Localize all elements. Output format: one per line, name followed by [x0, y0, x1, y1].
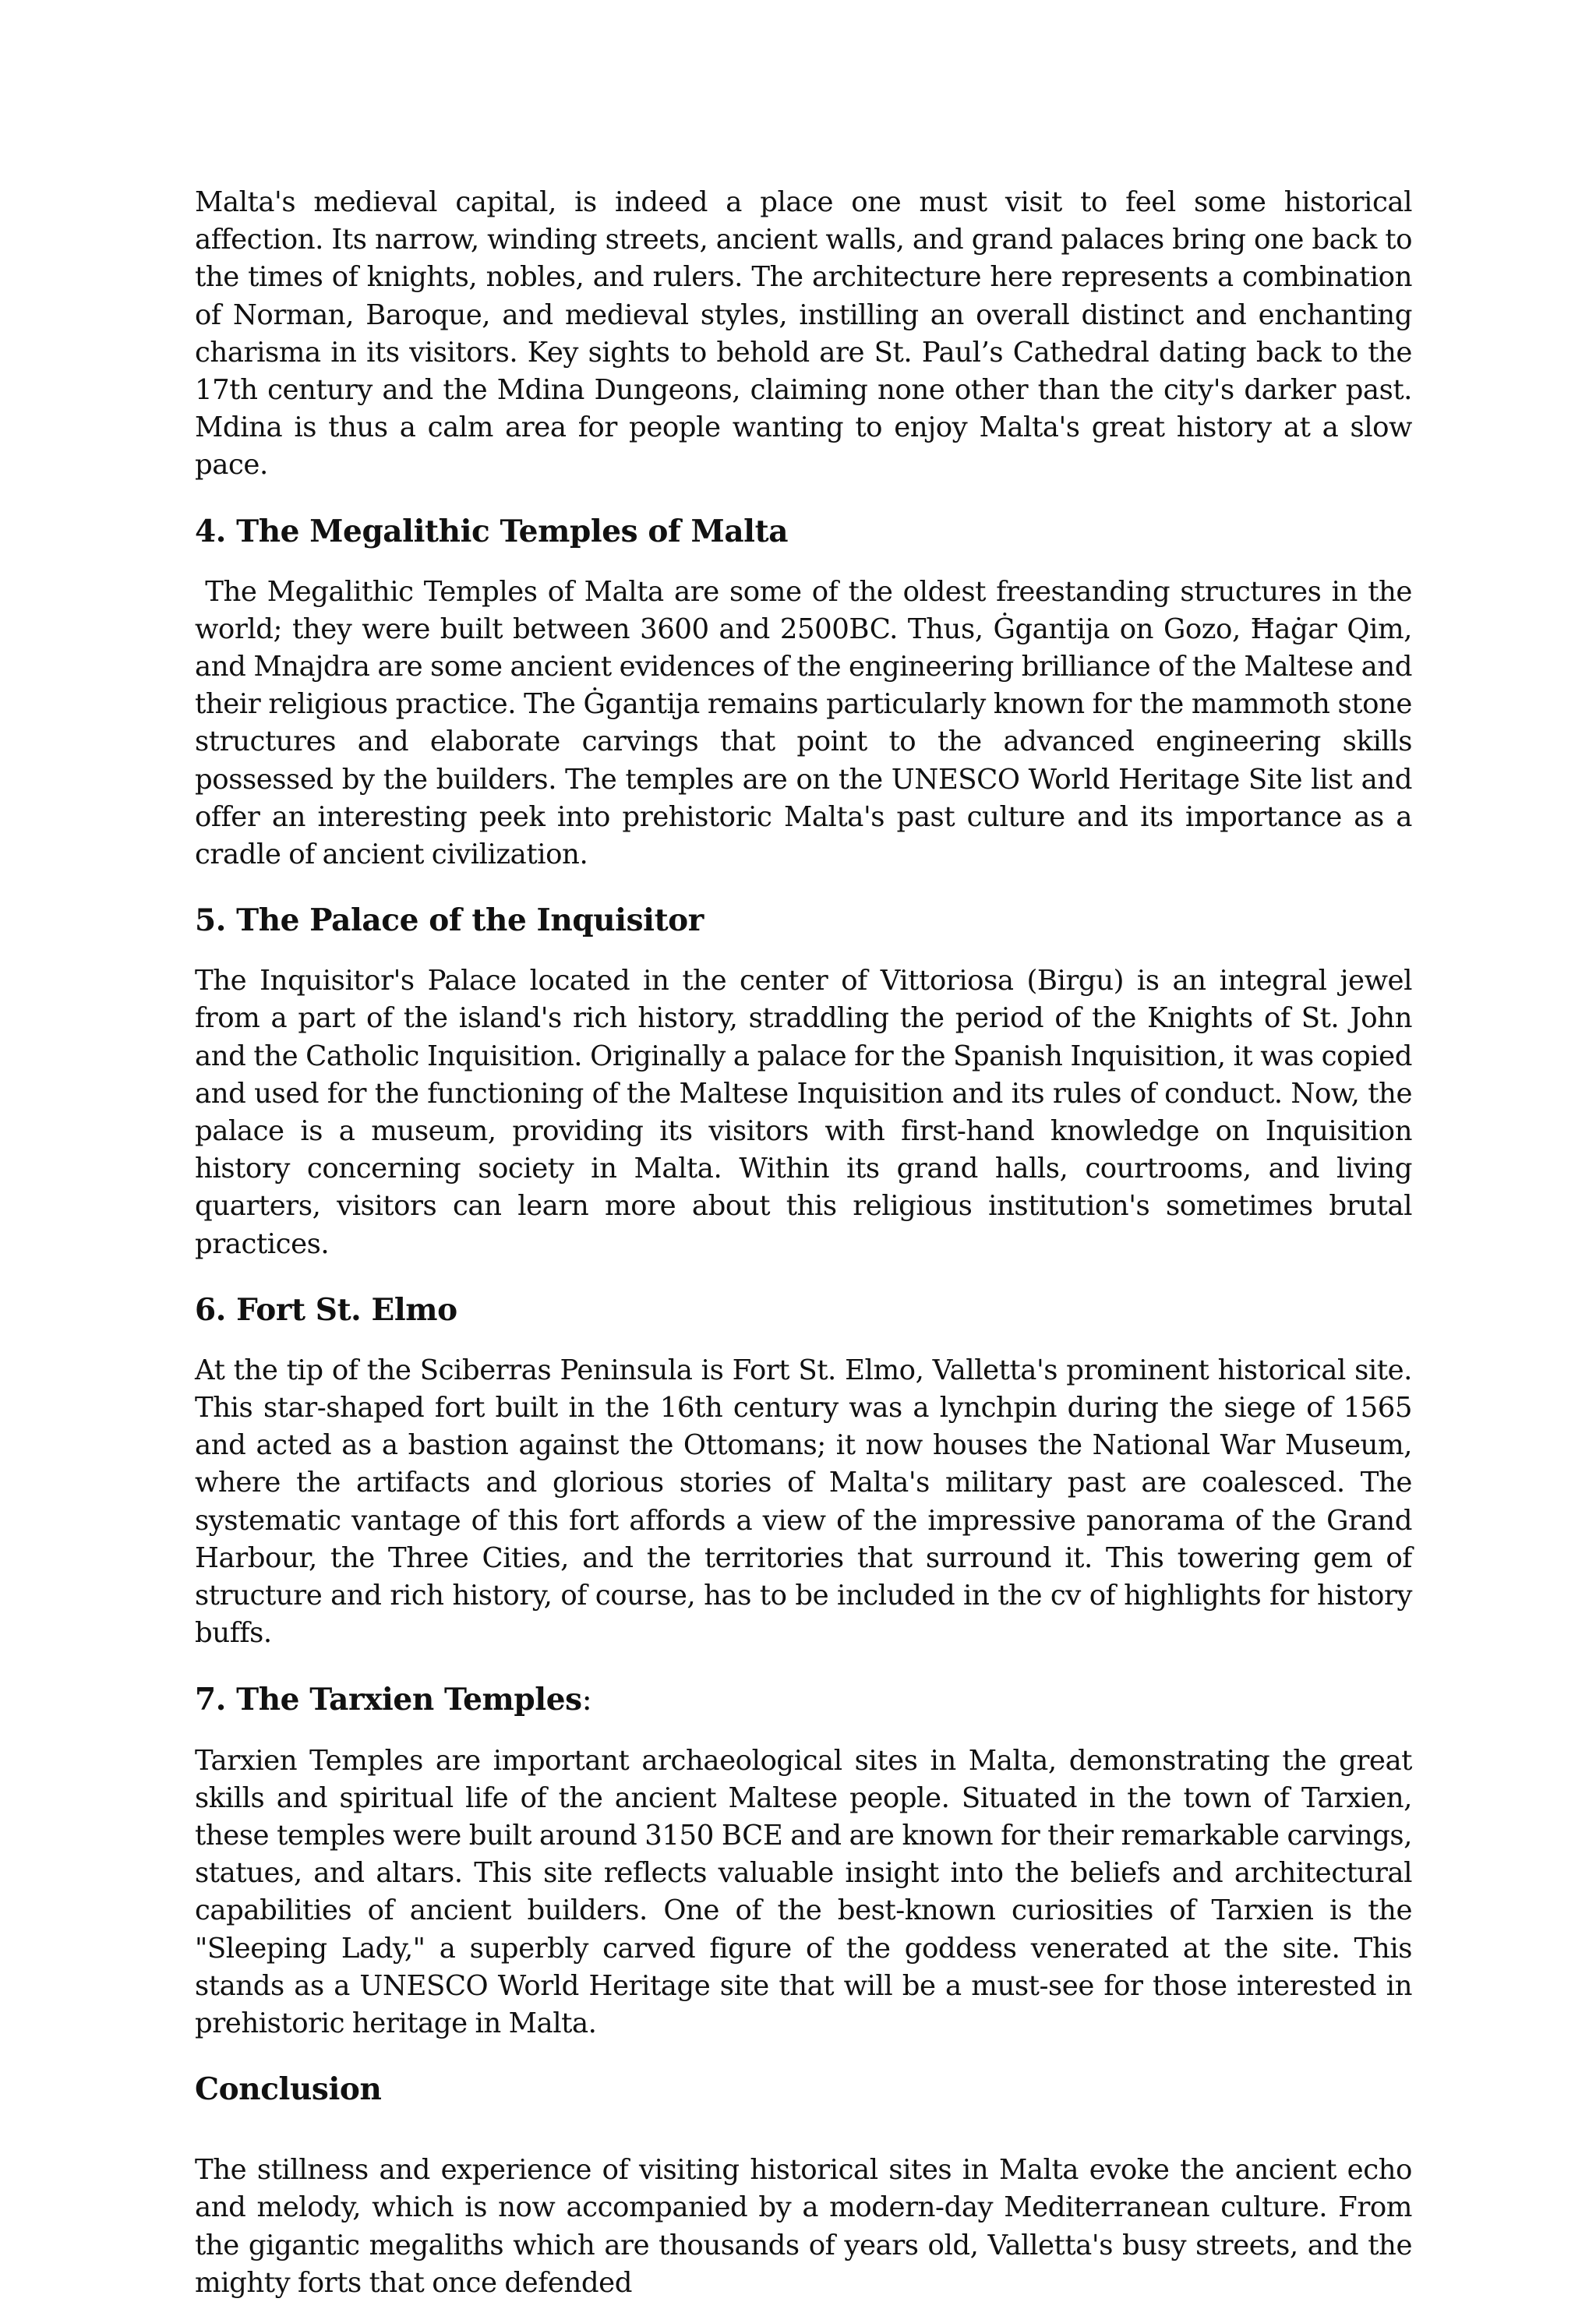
- section-heading-tarxien-temples-title: 7. The Tarxien Temples: [195, 1681, 582, 1718]
- document-page: [195, 184, 1420, 2302]
- section-body-tarxien-temples: Tarxien Temples are important archaeological sites in Malta, demonstrating the great skills and spiritual life of the ancient Maltese people. Situated in the town of Tarxien, these temples were built around 3150 BCE and are known for their remarkable carvings, statues, and altars. This site reflects valuable insight into the beliefs and architectural capabilities of ancient builders. One of the best-known curiosities of Tarxien is the "Sleeping Lady," a superbly carved figure of the goddess venerated at the site. This stands as a UNESCO World Heritage site that will be a must-see for those interested in prehistoric heritage in Malta.: [195, 1744, 1412, 2039]
- section-heading-megalithic-temples: 4. The Megalithic Temples of Malta: [195, 513, 789, 549]
- section-heading-fort-st-elmo: 6. Fort St. Elmo: [195, 1291, 457, 1328]
- section-heading-conclusion: Conclusion: [195, 2071, 382, 2108]
- section-body-palace-inquisitor: The Inquisitor's Palace located in the center of Vittoriosa (Birgu) is an integral jewel from a part of the island's rich history, straddling the period of the Knights of St. John and the Catholic Inquisition. Originally a palace for the Spanish Inquisition, it was copied and used for the functioning of the Maltese Inquisition and its rules of conduct. Now, the palace is a museum, providing its visitors with first-hand knowledge on Inquisition history concerning society in Malta. Within its grand halls, courtrooms, and living quarters, visitors can learn more about this religious institution's sometimes brutal practices.: [195, 965, 1412, 1260]
- section-heading-tarxien-temples-suffix: :: [581, 1682, 592, 1718]
- section-body-megalithic-temples: The Megalithic Temples of Malta are some of the oldest freestanding structures in the world; they were built between 3600 and 2500BC. Thus, Ġgantija on Gozo, Ħaġar Qim, and Mnajdra are some ancient evidences of the engineering brilliance of the Maltese and their religious practice. The Ġgantija remains particularly known for the mammoth stone structures and elaborate carvings that point to the advanced engineering skills possessed by the builders. The temples are on the UNESCO World Heritage Site list and offer an interesting peek into prehistoric Malta's past culture and its importance as a cradle of ancient civilization.: [195, 575, 1420, 871]
- section-heading-palace-inquisitor: 5. The Palace of the Inquisitor: [195, 902, 704, 939]
- intro-paragraph: Malta's medieval capital, is indeed a place one must visit to feel some historical affection. Its narrow, winding streets, ancient walls, and grand palaces bring one back to the times of knights, nobles, and rulers. The architecture here represents a combination of Norman, Baroque, and medieval styles, instilling an overall distinct and enchanting charisma in its visitors. Key sights to behold are St. Paul’s Cathedral dating back to the 17th century and the Mdina Dungeons, claiming none other than the city's darker past. Mdina is thus a calm area for people wanting to enjoy Malta's great history at a slow pace.: [195, 186, 1412, 482]
- section-body-conclusion: The stillness and experience of visiting historical sites in Malta evoke the ancient echo and melody, which is now accompanied by a modern-day Mediterranean culture. From the gigantic megaliths which are thousands of years old, Valletta's busy streets, and the mighty forts that once defended: [195, 2154, 1412, 2299]
- section-body-fort-st-elmo: At the tip of the Sciberras Peninsula is Fort St. Elmo, Valletta's prominent historical site. This star-shaped fort built in the 16th century was a lynchpin during the siege of 1565 and acted as a bastion against the Ottomans; it now houses the National War Museum, where the artifacts and glorious stories of Malta's military past are coalesced. The systematic vantage of this fort affords a view of the impressive panorama of the Grand Harbour, the Three Cities, and the territories that surround it. This towering gem of structure and rich history, of course, has to be included in the cv of highlights for history buffs.: [195, 1354, 1412, 1650]
- section-heading-tarxien-temples: [195, 1678, 1412, 1722]
